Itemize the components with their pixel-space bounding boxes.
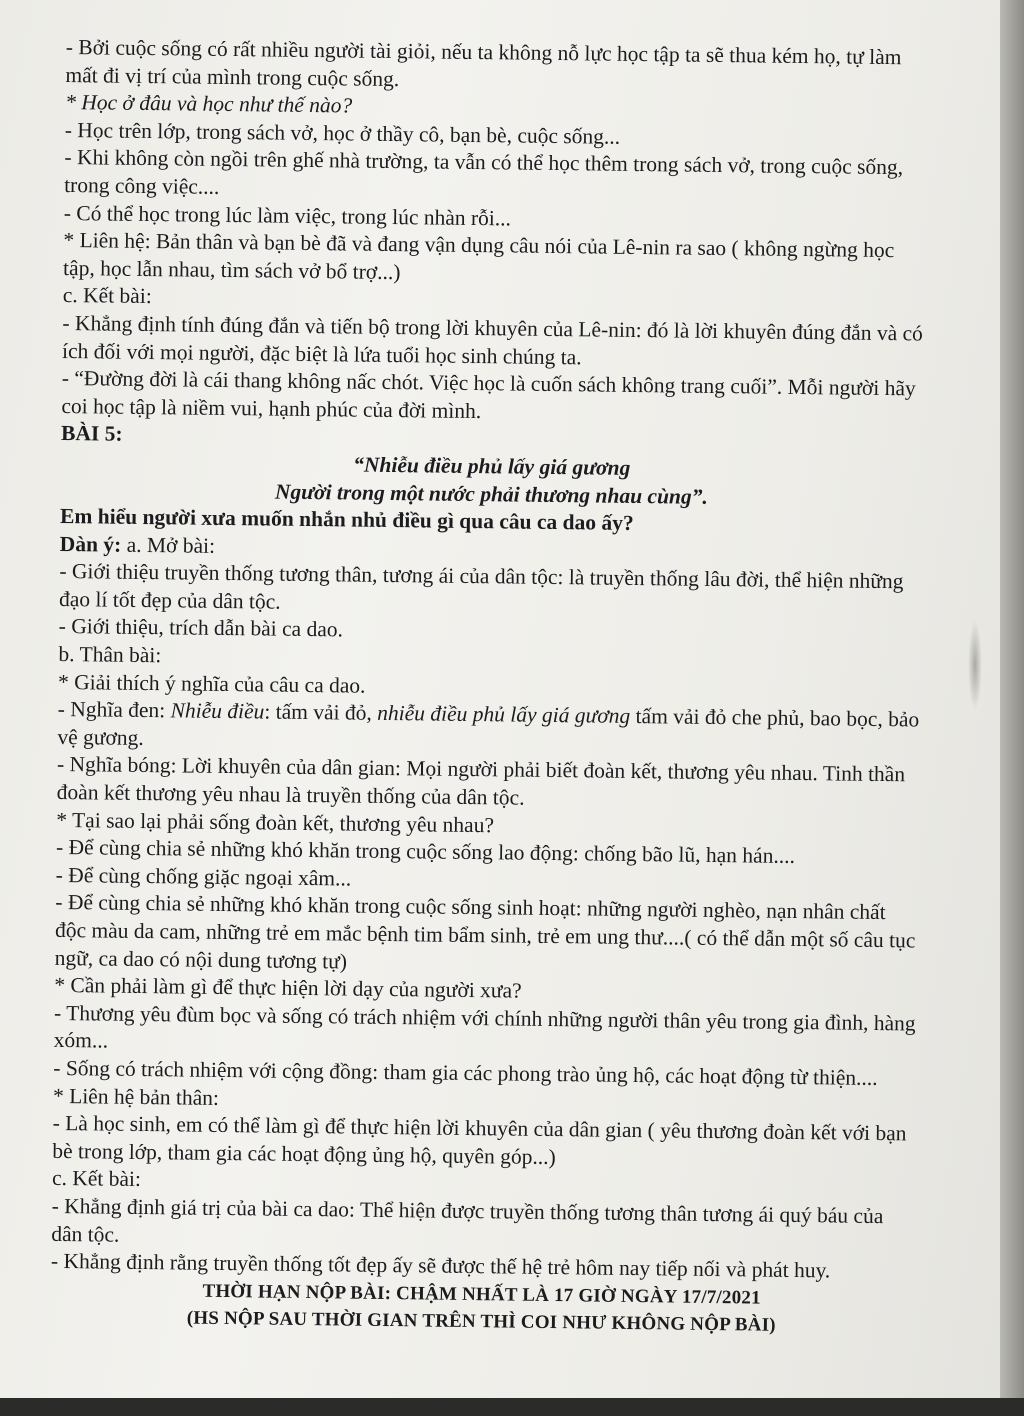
body2-5: - Để cùng chia sẻ những khó khăn trong cuộc sống sinh hoạt: những người nghèo, nạn nhân chất độc màu da cam, những trẻ em mắc bệnh tim bẩm sinh, trẻ em ung thư....( có thể dẫn một số câu tục ngữ, ca dao có nội dung tương tự) [54, 890, 916, 974]
body2-2: * Tại sao lại phải sống đoàn kết, thương yêu nhau? [56, 807, 495, 837]
body-2: - Giới thiệu, trích dẫn bài ca dao. [58, 614, 344, 642]
body2-12: - Khẳng định giá trị của bài ca dao: Thể hiện được truyền thống tương thân tương ái quý báu của dân tộc. [51, 1193, 884, 1247]
body2-3: - Để cùng chia sẻ những khó khăn trong cuộc sống lao động: chống bão lũ, hạn hán.... [55, 835, 796, 869]
literal-e: tấm vải đỏ che phủ, bao bọc, bảo vệ gương. [57, 704, 920, 750]
body2-10: - Là học sinh, em có thể làm gì để thực hiện lời khuyên của dân gian ( yêu thương đoàn kết với bạn bè trong lớp, tham gia các hoạt động ủng hộ, quyên góp...) [52, 1111, 907, 1169]
background-surface [1000, 0, 1024, 1398]
paragraph-5: - Có thể học trong lúc làm việc, trong lúc nhàn rỗi... [63, 200, 512, 231]
document-text [50, 34, 928, 1341]
paragraph-quote: - “Đường đời là cái thang không nấc chót. Việc học là cuốn sách không trang cuối”. Mỗi người hãy coi học tập là niềm vui, hạnh phúc của đời mình. [61, 366, 916, 423]
deadline-line-1: THỜI HẠN NỘP BÀI: CHẬM NHẤT LÀ 17 GIỜ NGÀY 17/7/2021 [202, 1280, 761, 1309]
body2-11: c. Kết bài: [51, 1166, 142, 1192]
heading-hoc-o-dau: * Học ở đâu và học như thế nào? [65, 90, 353, 118]
question: Em hiểu người xưa muốn nhắn nhủ điều gì qua câu ca dao ấy? [59, 504, 634, 536]
paragraph-khang-dinh: - Khẳng định tính đúng đắn và tiến bộ trong lời khuyên của Lê-nin: đó là lời khuyên đúng đắn và có ích đối với mọi người, đặc biệt là lứa tuổi học sinh chúng ta. [61, 310, 924, 369]
body2-8: - Sống có trách nhiệm với cộng đồng: tham gia các phong trào ủng hộ, các hoạt động từ thiện.... [53, 1055, 878, 1090]
paragraph-3: - Học trên lớp, trong sách vở, học ở thầy cô, bạn bè, cuộc sống... [64, 117, 621, 149]
paragraph-1: - Bởi cuộc sống có rất nhiều người tài giỏi, nếu ta không nỗ lực học tập ta sẽ thua kém họ, tự làm mất đi vị trí của mình trong cuộc sống. [65, 34, 902, 91]
paper-fold-shadow [968, 620, 982, 710]
poem-line-1: “Nhiễu điều phủ lấy giá gương [353, 452, 631, 480]
outline-first: a. Mở bài: [126, 532, 216, 558]
literal-d: nhiễu điều phủ lấy giá gương [377, 701, 631, 729]
heading-bai-5: BÀI 5: [60, 421, 123, 447]
paragraph-4: - Khi không còn ngồi trên ghế nhà trường, ta vẫn có thể học thêm trong sách vở, trong cuộc sống, trong công việc.... [64, 145, 904, 199]
deadline-line-2: (HS NỘP SAU THỜI GIAN TRÊN THÌ COI NHƯ KHÔNG NỘP BÀI) [186, 1307, 776, 1337]
body-4: * Giải thích ý nghĩa của câu ca dao. [57, 669, 366, 698]
heading-ket-bai: c. Kết bài: [62, 283, 152, 309]
body2-6: * Cần phải làm gì để thực hiện lời dạy của người xưa? [54, 973, 522, 1003]
body2-7: - Thương yêu đùm bọc và sống có trách nhiệm với chính những người thân yêu trong gia đình, hàng xóm... [53, 1000, 916, 1053]
body-1: - Giới thiệu truyền thống tương thân, tương ái của dân tộc: là truyền thống lâu đời, thể hiện những đạo lí tốt đẹp của dân tộc. [58, 559, 904, 614]
body2-13: - Khẳng định rằng truyền thống tốt đẹp ấy sẽ được thế hệ trẻ hôm nay tiếp nối và phát huy. [50, 1249, 831, 1283]
outline-label: Dàn ý: [59, 531, 122, 557]
literal-b: Nhiễu điều [170, 698, 265, 724]
literal-a: - Nghĩa đen: [57, 697, 171, 723]
body2-9: * Liên hệ bản thân: [52, 1083, 220, 1110]
poem-line-2: Người trong một nước phải thương nhau cùng”. [274, 479, 708, 509]
bottom-shadow [0, 1398, 1024, 1416]
body2-4: - Để cùng chống giặc ngoại xâm... [55, 862, 352, 891]
body-3: b. Thân bài: [58, 642, 162, 668]
paragraph-lien-he: * Liên hệ: Bản thân và bạn bè đã và đang vận dụng câu nói của Lê-nin ra sao ( không ngừng học tập, học lẫn nhau, tìm sách vở bổ trợ...) [62, 228, 895, 284]
literal-c: : tấm vải đỏ, [264, 699, 378, 726]
body2-1: - Nghĩa bóng: Lời khuyên của dân gian: Mọi người phải biết đoàn kết, thương yêu nhau. Tinh thần đoàn kết thương yêu nhau là truyền thống của dân tộc. [56, 752, 906, 810]
